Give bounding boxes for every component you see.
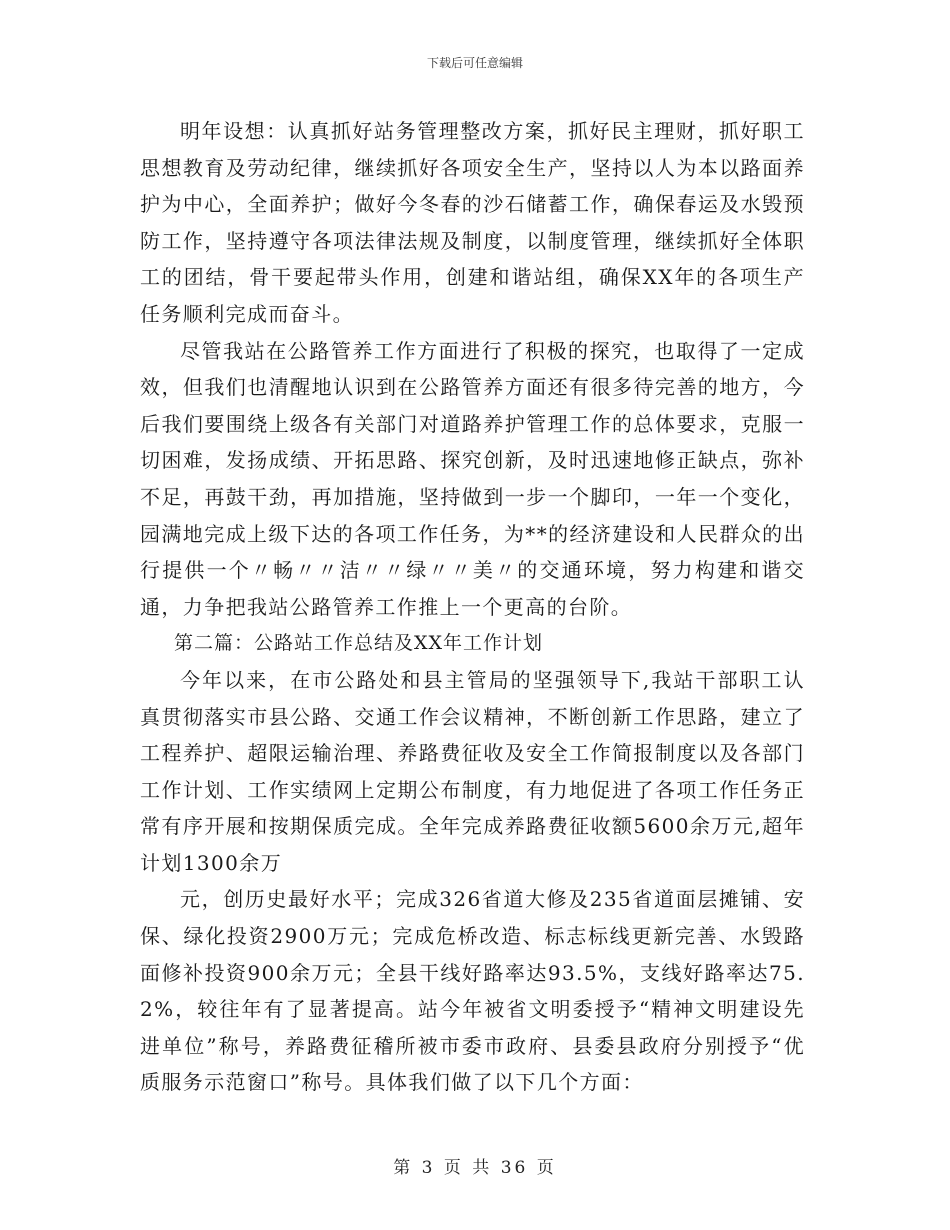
paragraph-annual-summary: 今年以来，在市公路处和县主管局的坚强领导下,我站干部职工认真贯彻落实市县公路、交通工作会议精神，不断创新工作思路，建立了工程养护、超限运输治理、养路费征收及安全工作简报制度以及各部门工作计划、工作实绩网上定期公布制度，有力地促进了各项工作任务正常有序开展和按期保质完成。全年完成养路费征收额5600余万元,超年计划1300余万 (140, 667, 805, 875)
paragraph-next-year-plan: 明年设想：认真抓好站务管理整改方案，抓好民主理财，抓好职工思想教育及劳动纪律，继续抓好各项安全生产，坚持以人为本以路面养护为中心，全面养护；做好今冬春的沙石储蓄工作，确保春运及水毁预防工作，坚持遵守各项法律法规及制度，以制度管理，继续抓好全体职工的团结，骨干要起带头作用，创建和谐站组，确保XX年的各项生产任务顺利完成而奋斗。 (140, 119, 805, 326)
paragraph-achievements: 元，创历史最好水平；完成326省道大修及235省道面层摊铺、安保、绿化投资2900万元；完成危桥改造、标志标线更新完善、水毁路面修补投资900余万元；全县干线好路率达93.5%，支线好路率达75.2%，较往年有了显著提高。站今年被省文明委授予“精神文明建设先进单位”称号，养路费征稽所被市委市政府、县委县政府分别授予“优质服务示范窗口”称号。具体我们做了以下几个方面： (140, 887, 805, 1095)
page-number: 第 3 页 共 36 页 (393, 1158, 557, 1178)
section-heading: 第二篇：公路站工作总结及XX年工作计划 (174, 632, 544, 655)
document-body (140, 113, 805, 1101)
page-header: 下载后可任意编辑 (426, 56, 523, 70)
paragraph-reflection: 尽管我站在公路管养工作方面进行了积极的探究，也取得了一定成效，但我们也清醒地认识到在公路管养方面还有很多待完善的地方，今后我们要围绕上级各有关部门对道路养护管理工作的总体要求，克服一切困难，发扬成绩、开拓思路、探究创新，及时迅速地修正缺点，弥补不足，再鼓干劲，再加措施，坚持做到一步一个脚印，一年一个变化，园满地完成上级下达的各项工作任务，为**的经济建设和人民群众的出行提供一个〃畅〃〃洁〃〃绿〃〃美〃的交通环境，努力构建和谐交通，力争把我站公路管养工作推上一个更高的台阶。 (140, 338, 805, 619)
